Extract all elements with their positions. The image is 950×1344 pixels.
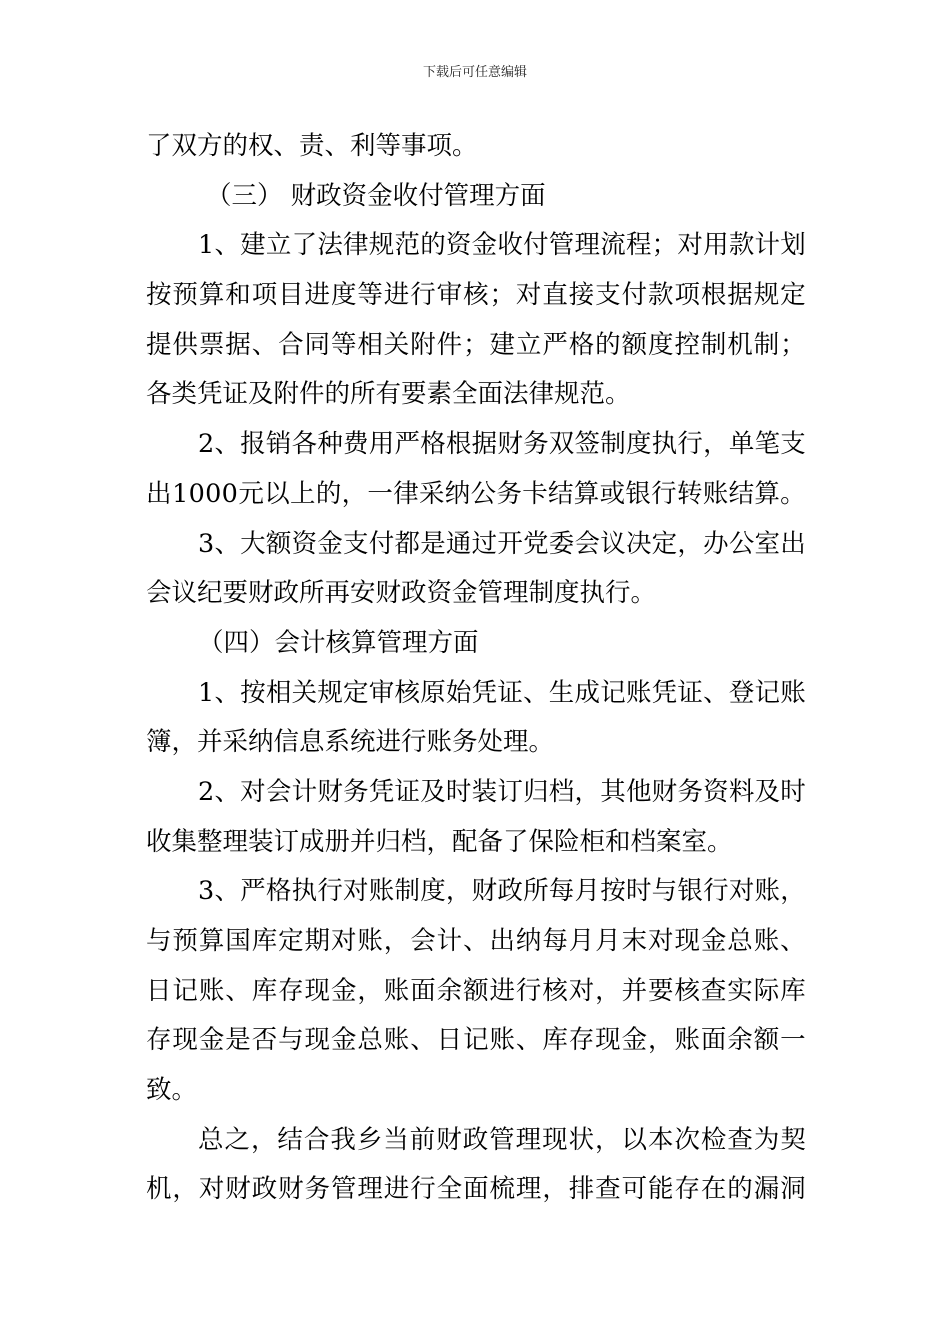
paragraph-line: 2 、 报 销 各 种 费 用 严 格 根 据 财 务 双 签 制 度 执 行 ， 单 笔 支	[198, 429, 806, 460]
paragraph-line: 与 预 算 国 库 定 期 对 账 ， 会 计 、 出 纳 每 月 月 末 对 现 金 总 账 、	[146, 926, 806, 956]
paragraph-line: 收集整理装订成册并归档，配备了保险柜和档案室。	[146, 826, 733, 857]
section-heading: （三） 财政资金收付管理方面	[206, 180, 546, 211]
paragraph-line: 机 ， 对 财 政 财 务 管 理 进 行 全 面 梳 理 ， 排 查 可 能 存 在 的 漏 洞	[146, 1174, 806, 1205]
paragraph-line: 致。	[146, 1075, 198, 1106]
paragraph-line: 1 、 建 立 了 法 律 规 范 的 资 金 收 付 管 理 流 程 ； 对 用 款 计 划	[198, 230, 806, 261]
section-heading: （四）会计核算管理方面	[198, 627, 479, 658]
paragraph-line: 2 、 对 会 计 财 务 凭 证 及 时 装 订 归 档 ， 其 他 财 务 资 料 及 时	[198, 776, 806, 807]
paragraph-line: 出 1 0 0 0 元 以 上 的 ， 一 律 采 纳 公 务 卡 结 算 或 银 行 转 账 结 算 。	[146, 478, 806, 509]
paragraph-line: 存 现 金 是 否 与 现 金 总 账 、 日 记 账 、 库 存 现 金 ， 账 面 余 额 一	[146, 1025, 806, 1056]
paragraph-line: 3 、 严 格 执 行 对 账 制 度 ， 财 政 所 每 月 按 时 与 银 行 对 账 ，	[198, 876, 806, 907]
paragraph-line: 各类凭证及附件的所有要素全面法律规范。	[146, 379, 631, 410]
paragraph-line: 提 供 票 据 、 合 同 等 相 关 附 件 ； 建 立 严 格 的 额 度 控 制 机 制 ；	[146, 329, 806, 360]
paragraph-line: 1 、 按 相 关 规 定 审 核 原 始 凭 证 、 生 成 记 账 凭 证 、 登 记 账	[198, 677, 806, 708]
paragraph-line: 日 记 账 、 库 存 现 金 ， 账 面 余 额 进 行 核 对 ， 并 要 核 查 实 际 库	[146, 975, 806, 1006]
paragraph-line: 总 之 ， 结 合 我 乡 当 前 财 政 管 理 现 状 ， 以 本 次 检 查 为 契	[198, 1124, 806, 1155]
paragraph-line: 按 预 算 和 项 目 进 度 等 进 行 审 核 ； 对 直 接 支 付 款 项 根 据 规 定	[146, 280, 806, 311]
paragraph-line: 了双方的权、责、利等事项。	[146, 131, 478, 161]
document-body	[146, 122, 806, 1215]
paragraph-line: 会议纪要财政所再安财政资金管理制度执行。	[146, 578, 657, 609]
page-header: 下载后可任意编辑	[422, 65, 527, 80]
paragraph-line: 3 、 大 额 资 金 支 付 都 是 通 过 开 党 委 会 议 决 定 ， 办 公 室 出	[198, 528, 806, 559]
paragraph-line: 簿，并采纳信息系统进行账务处理。	[146, 727, 555, 758]
